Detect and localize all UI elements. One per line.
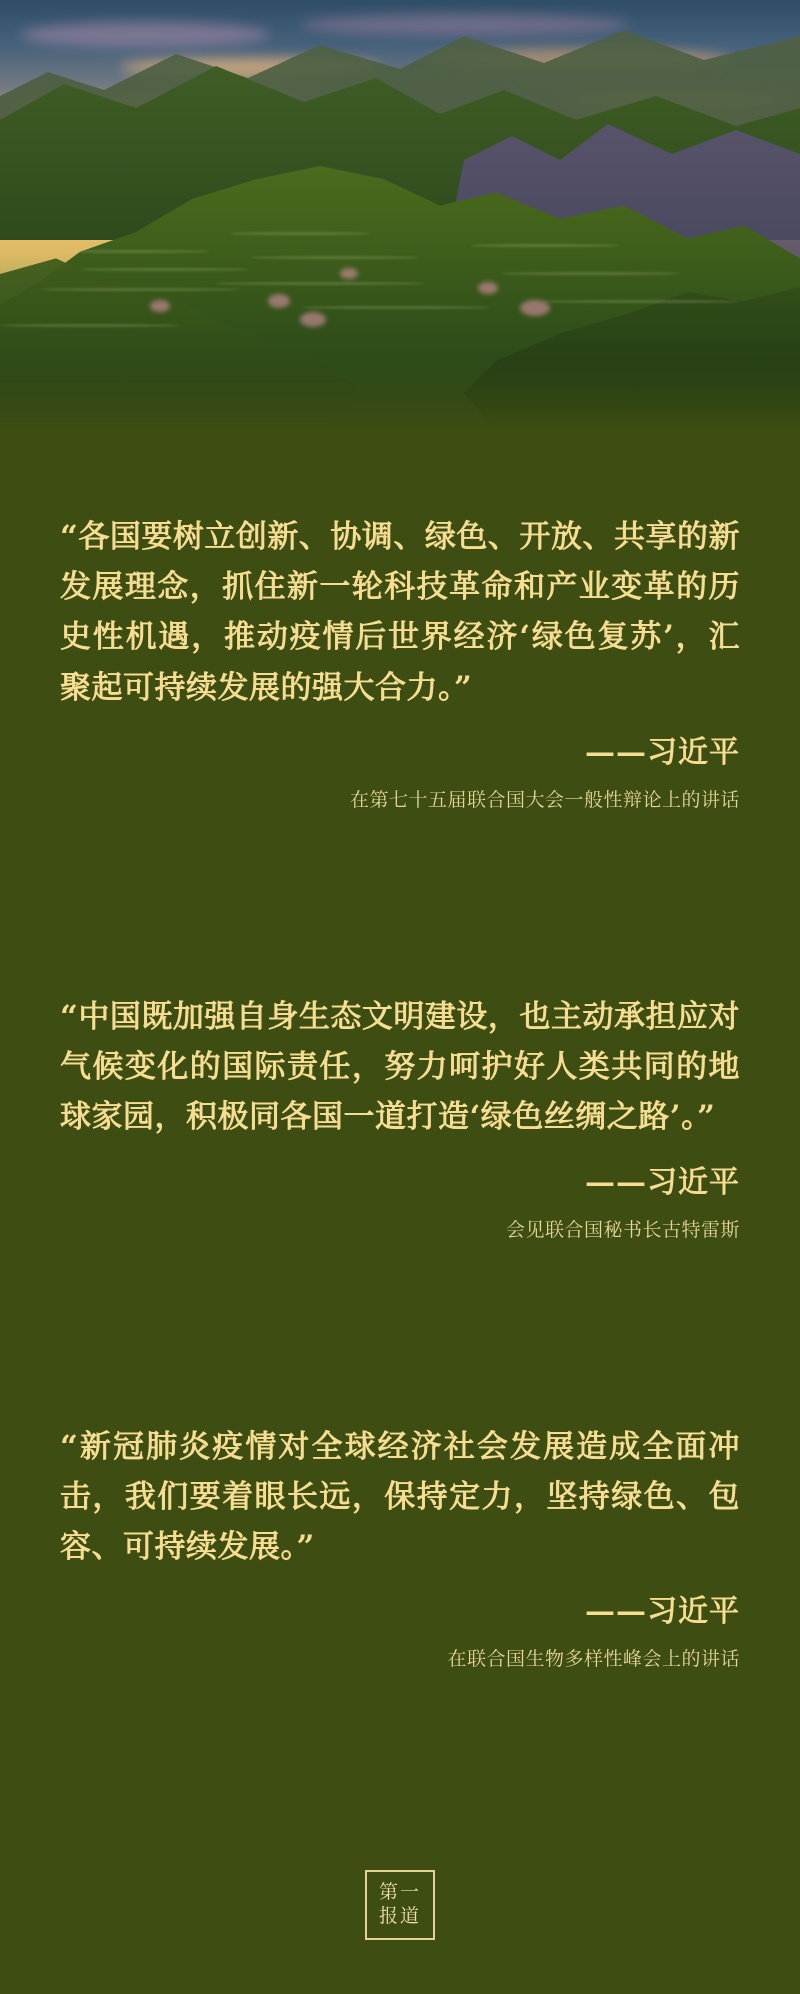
terrace-line [500, 272, 680, 275]
hero-image [0, 0, 800, 430]
quote-attribution: ——习近平 [585, 1594, 740, 1630]
cloud-band [20, 22, 270, 48]
terrace-line [470, 244, 620, 247]
terrace-line [540, 300, 740, 303]
terrace-line [300, 306, 490, 309]
blossom-cluster [268, 294, 290, 308]
quote-block-1 [60, 512, 740, 812]
quote-text: “中国既加强自身生态文明建设，也主动承担应对气候变化的国际责任，努力呵护好人类共同的地球家园，积极同各国一道打造‘绿色丝绸之路’。” [60, 998, 740, 1136]
quote-text: “各国要树立创新、协调、绿色、开放、共享的新发展理念，抓住新一轮科技革命和产业变革的历史性机遇，推动疫情后世界经济‘绿色复苏’，汇聚起可持续发展的强大合力。” [60, 519, 740, 706]
blossom-cluster [520, 300, 550, 316]
footer [0, 1870, 800, 1940]
quote-block-2 [60, 992, 740, 1242]
brand-logo [365, 1870, 435, 1940]
terrace-line [215, 282, 425, 285]
quote-block-3 [60, 1422, 740, 1672]
brand-logo-line2: 报道 [378, 1905, 421, 1927]
blossom-cluster [300, 312, 326, 327]
blossom-cluster [478, 282, 498, 294]
quote-source: 在第七十五届联合国大会一般性辩论上的讲话 [349, 788, 740, 811]
blossom-cluster [340, 268, 358, 279]
terrace-line [60, 250, 210, 253]
terrace-line [230, 232, 370, 235]
quote-source: 会见联合国秘书长古特雷斯 [505, 1218, 740, 1241]
terrace-line [80, 268, 250, 271]
terrace-line [250, 256, 420, 259]
quotes-container [0, 512, 800, 1671]
quote-text: “新冠肺炎疫情对全球经济社会发展造成全面冲击，我们要着眼长远，保持定力，坚持绿色、包容、可持续发展。” [60, 1428, 740, 1565]
quote-attribution: ——习近平 [585, 1164, 740, 1200]
cloud-band [300, 14, 630, 36]
brand-logo-line1: 第一 [378, 1881, 421, 1904]
quote-attribution: ——习近平 [585, 734, 740, 770]
quote-source: 在联合国生物多样性峰会上的讲话 [447, 1648, 740, 1671]
hero-bottom-fade [0, 360, 800, 430]
terrace-line [0, 324, 180, 327]
terrace-line [40, 288, 240, 291]
blossom-cluster [150, 300, 170, 312]
